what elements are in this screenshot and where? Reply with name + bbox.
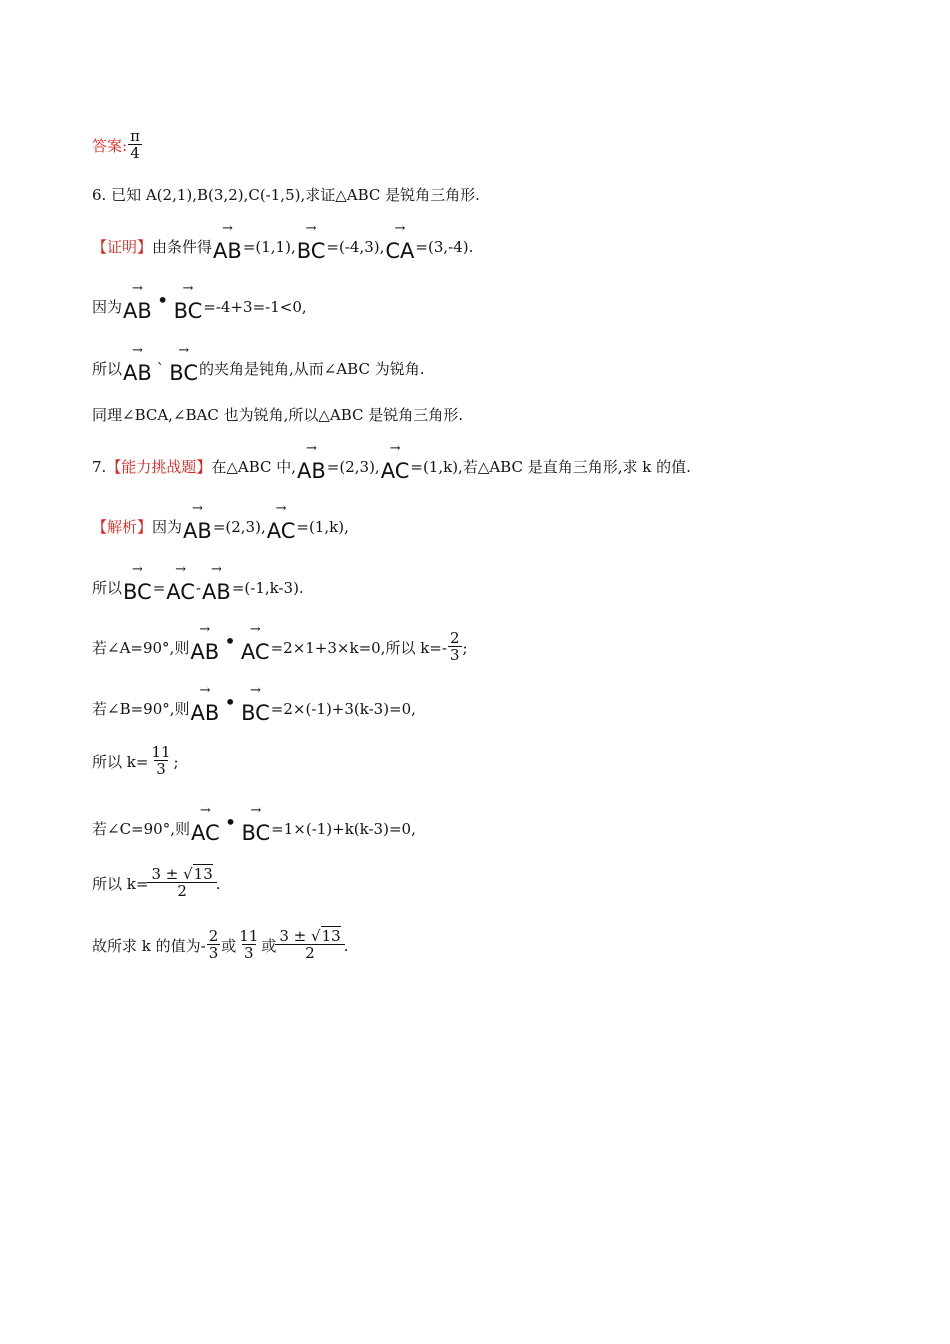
fraction: $\frac{2}{3}$	[208, 927, 219, 962]
dot-operator: •	[156, 288, 169, 312]
vector-ca: → CA	[385, 221, 415, 263]
vector-ac: → AC	[166, 562, 195, 604]
vector-ac: → AC	[190, 803, 220, 845]
vector-ab: → AB	[297, 441, 326, 483]
vector-ab: → AB	[190, 683, 220, 725]
vector-ac: → AC	[380, 441, 410, 483]
proof-line: 【证明】 由条件得 → AB =(1,1), → BC =(-4,3), → CA =(3,-4).	[92, 221, 474, 263]
similarly-line: 同理∠BCA,∠BAC 也为锐角,所以△ABC 是锐角三角形.	[92, 406, 464, 424]
vector-ac: → AC	[240, 622, 270, 664]
vector-ab: → AB	[202, 562, 231, 604]
vector-ab: → AB	[183, 501, 212, 543]
answer-fraction: $\frac{\pi}{4}$	[130, 127, 140, 162]
case-b-line: 若∠B=90°,则 → AB • → BC =2×(-1)+3(k-3)=0,	[92, 683, 416, 725]
fraction: $\frac{2}{3}$	[449, 629, 460, 664]
answer-label: 答案:	[92, 137, 128, 155]
bc-line: 所以 → BC = → AC - → AB =(-1,k-3).	[92, 562, 304, 604]
question-7: 7. 【能力挑战题】 在△ABC 中, → AB =(2,3), → AC =(1,k),若△ABC 是直角三角形,求 k 的值.	[92, 441, 691, 483]
analysis-line: 【解析】 因为 → AB =(2,3), → AC =(1,k),	[92, 501, 349, 543]
vector-ac: → AC	[266, 501, 296, 543]
vector-ab: → AB	[123, 281, 152, 323]
fraction: $\frac{3 \pm √13}{2}$	[277, 928, 342, 961]
case-a-line: 若∠A=90°,则 → AB • → AC =2×1+3×k=0,所以 k=- $\frac{2}{3}$ ;	[92, 622, 468, 664]
vector-bc: → BC	[123, 562, 152, 604]
fraction: $\frac{11}{3}$	[239, 927, 259, 962]
dot-operator: •	[224, 629, 236, 653]
question-6	[92, 186, 480, 204]
vector-bc: → BC	[241, 803, 271, 845]
obtuse-line: 所以 → AB ` → BC 的夹角是钝角,从而∠ABC 为锐角.	[92, 343, 425, 385]
fraction: $\frac{11}{3}$	[151, 743, 171, 778]
question-6-text: 6. 已知 A(2,1),B(3,2),C(-1,5),求证△ABC 是锐角三角形.	[92, 186, 480, 204]
analysis-tag: 【解析】	[92, 518, 153, 536]
challenge-tag: 【能力挑战题】	[106, 458, 212, 476]
vector-ab: → AB	[123, 343, 152, 385]
case-c-line: 若∠C=90°,则 → AC • → BC =1×(-1)+k(k-3)=0,	[92, 803, 416, 845]
vector-bc: → BC	[169, 343, 198, 385]
fraction: $\frac{3 \pm √13}{2}$	[149, 866, 214, 899]
dot-operator: •	[224, 810, 237, 834]
vector-ab: → AB	[213, 221, 242, 263]
answer-line	[92, 128, 143, 161]
vector-ab: → AB	[190, 622, 220, 664]
because-line: 因为 → AB • → BC =-4+3=-1<0,	[92, 281, 307, 323]
dot-operator: •	[224, 690, 237, 714]
vector-bc: → BC	[241, 683, 270, 725]
final-line: 故所求 k 的值为- $\frac{2}{3}$ 或 $\frac{11}{3}$ 或 $\frac{3 \pm √13}{2}$ .	[92, 927, 349, 962]
proof-tag: 【证明】	[92, 238, 153, 256]
case-c-k-line: 所以 k= $\frac{3 \pm √13}{2}$ .	[92, 865, 221, 900]
vector-bc: → BC	[296, 221, 326, 263]
case-b-k-line: 所以 k= $\frac{11}{3}$ ;	[92, 743, 179, 778]
vector-bc: → BC	[173, 281, 203, 323]
